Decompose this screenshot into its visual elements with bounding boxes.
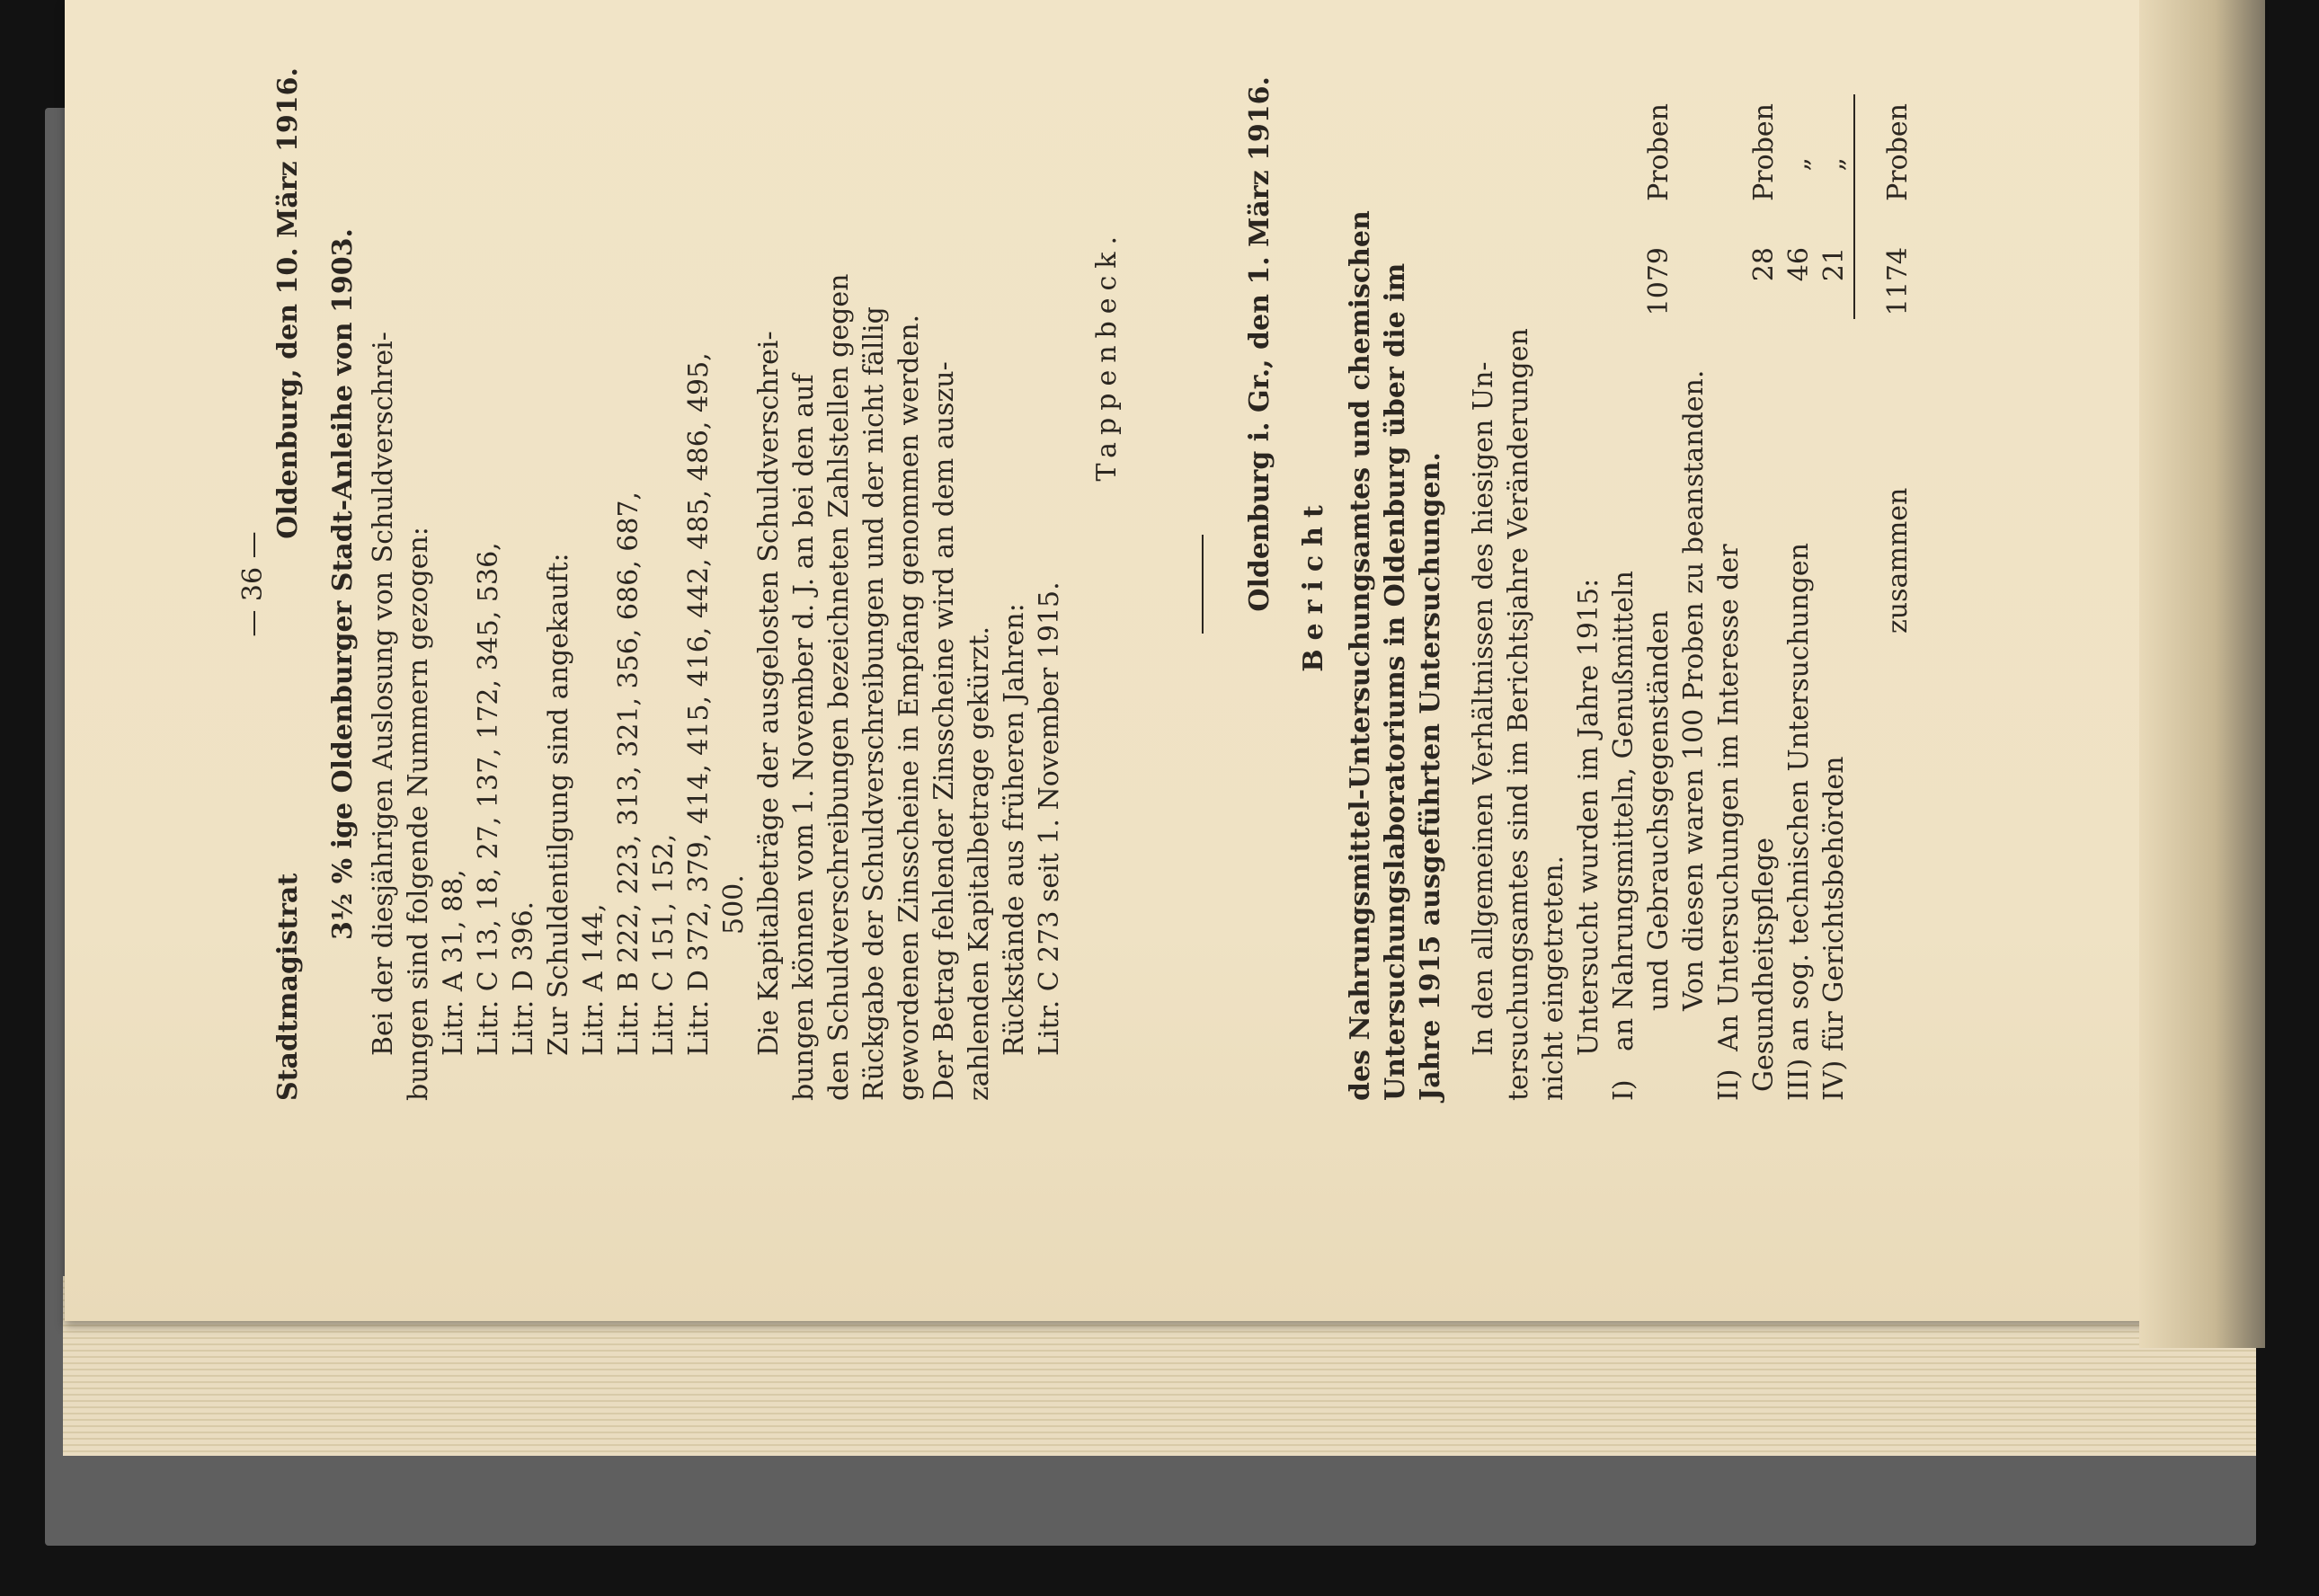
s1-p3e: gewordenen Zinsscheine in Empfang genommen werden. [893,314,925,1101]
s2-dateline: Oldenburg i. Gr., den 1. März 1916. [1244,76,1275,612]
s1-header [271,67,306,1101]
s1-p3g: zahlenden Kapitalbetrage gekürzt. [964,625,995,1101]
s2-p1a: In den allgemeinen Verhältnissen des hiesigen Un- [1468,361,1499,1056]
total-value: 1174 [1882,247,1914,316]
s1-signature: Tappenbeck. [1091,229,1123,482]
s2-p1c: nicht eingetreten. [1538,855,1569,1101]
s1-bought-1: Litr. A 144, [578,903,609,1056]
s1-p5: Litr. C 273 seit 1. November 1915. [1034,581,1065,1056]
table-row: I) an Nahrungsmitteln, Genußmitteln [1608,571,1639,1101]
s1-p3b: bungen können vom 1. November d. J. an bei den auf [788,374,820,1101]
s1-bought-2: Litr. B 222, 223, 313, 321, 356, 686, 687, [613,491,644,1056]
s1-date: Oldenburg, den 10. März 1916. [272,67,304,539]
s1-sender: Stadtmagistrat [272,873,304,1101]
s1-heading: 3½ % ige Oldenburger Stadt-Anleihe von 1903. [327,228,359,940]
s2-h3: Jahre 1915 ausgeführten Untersuchungen. [1415,452,1446,1101]
s1-bought-3: Litr. C 151, 152, [648,833,680,1056]
s1-p1b: bungen sind folgende Nummern gezogen: [403,527,434,1101]
table-row: IV) für Gerichtsbehörden 21 „ [1818,157,1850,1101]
s1-p1a: Bei der diesjährigen Auslosung von Schuldverschrei- [368,332,399,1056]
page-number: — 36 — [237,531,269,637]
s1-p3d: Rückgabe der Schuldverschreibungen und der nicht fällig [858,306,890,1101]
table-row: II) An Untersuchungen im Interesse der [1713,544,1745,1101]
s1-p4: Rückstände aus früheren Jahren: [999,603,1030,1056]
s1-p3f: Der Betrag fehlender Zinsscheine wird an dem auszu- [928,361,960,1101]
table-row: Von diesen waren 100 Proben zu beanstanden. [1678,369,1710,1011]
s1-drawn-1: Litr. A 31, 88, [438,869,469,1056]
section-separator [1202,535,1204,634]
page-text-rotated [235,67,1943,1101]
s1-p3a: Die Kapitalbeträge der ausgelosten Schuldverschrei- [753,331,785,1056]
s1-p2: Zur Schuldentilgung sind angekauft: [543,553,574,1056]
table-row: und Gebrauchsgegenständen 1079 Proben [1643,103,1675,1011]
s2-h2: Untersuchungslaboratoriums in Oldenburg über die im [1380,262,1411,1101]
s2-h1: des Nahrungsmittel-Untersuchungsamtes und chemischen [1345,210,1376,1101]
total-unit: Proben [1882,103,1914,201]
s2-p1b: tersuchungsamtes sind im Berichtsjahre Veränderungen [1503,328,1534,1101]
table-row: III) an sog. technischen Untersuchungen 46 „ [1783,157,1815,1101]
table-row: Gesundheitspflege 28 Proben [1748,103,1780,1092]
s1-bought-4: Litr. D 372, 379, 414, 415, 416, 442, 485, 486, 495, [683,352,715,1056]
s1-bought-5: 500. [718,874,750,935]
s1-p3c: den Schuldverschreibungen bezeichneten Zahlstellen gegen [823,273,855,1101]
total-label: zusammen [1882,487,1914,634]
s1-drawn-2: Litr. C 13, 18, 27, 137, 172, 345, 536, [473,542,504,1056]
s2-p2: Untersucht wurden im Jahre 1915: [1573,578,1604,1056]
total-rule [1853,94,1855,319]
page-fold [2139,0,2265,1348]
s2-title: Bericht [1298,496,1329,672]
total-row [1880,67,1915,1101]
s1-drawn-3: Litr. D 396. [508,900,539,1056]
